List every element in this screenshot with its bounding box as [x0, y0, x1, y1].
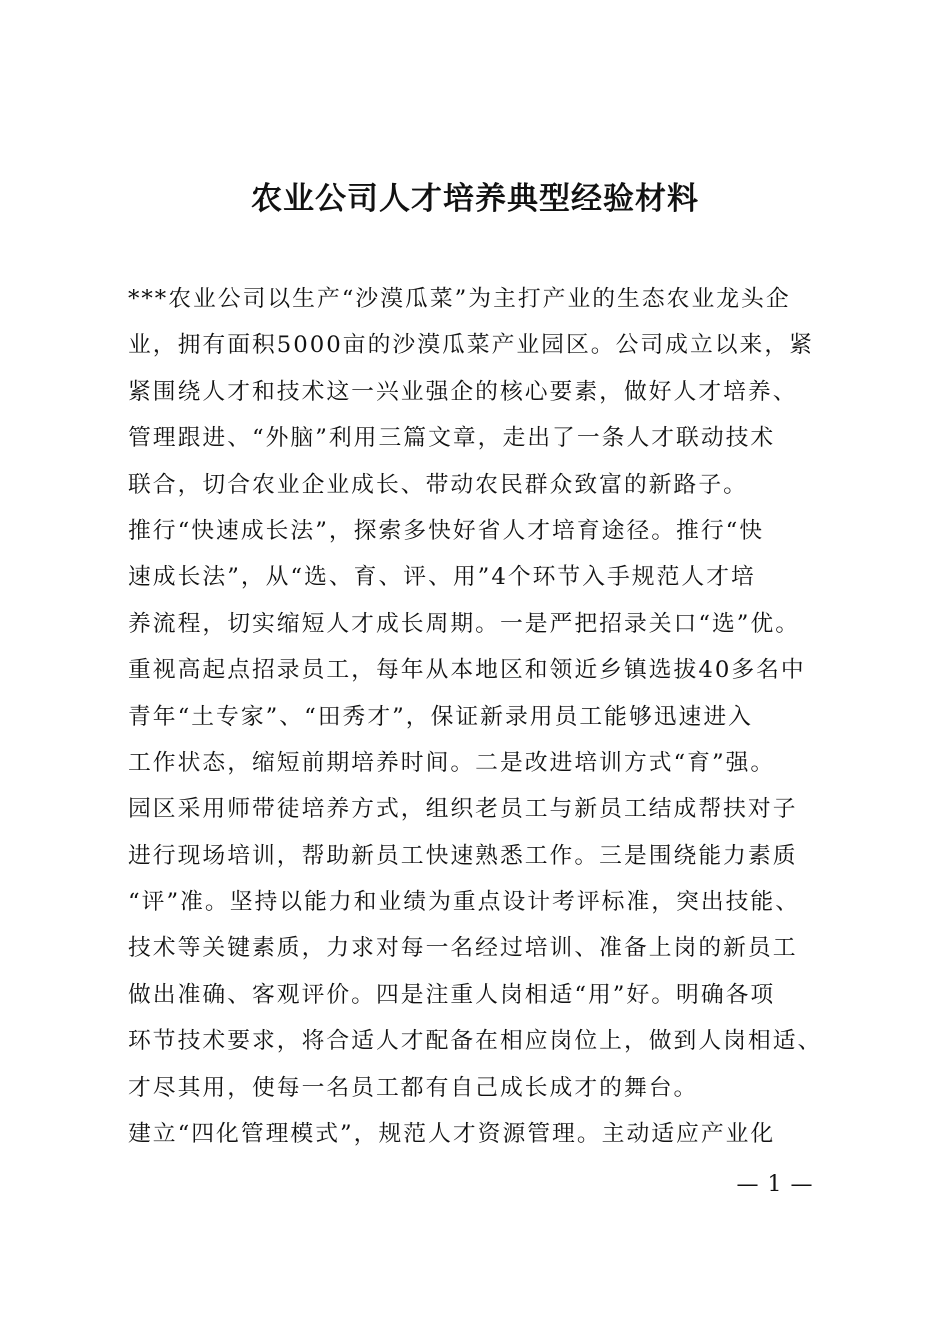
body-line: 做出准确、客观评价。四是注重人岗相适“用”好。明确各项 — [128, 981, 776, 1008]
body-line: 重视高起点招录员工，每年从本地区和领近乡镇选拔40多名中 — [128, 657, 806, 684]
body-line: 业，拥有面积5000亩的沙漠瓜菜产业园区。公司成立以来，紧 — [128, 332, 814, 359]
body-line: 速成长法”，从“选、育、评、用”4个环节入手规范人才培 — [128, 564, 756, 591]
body-line: 园区采用师带徒培养方式，组织老员工与新员工结成帮扶对子 — [128, 796, 798, 823]
body-line: 工作状态，缩短前期培养时间。二是改进培训方式“育”强。 — [128, 749, 776, 776]
body-line: 技术等关键素质，力求对每一名经过培训、准备上岗的新员工 — [128, 935, 798, 962]
document-body — [128, 276, 834, 1157]
body-line: ***农业公司以生产“沙漠瓜菜”为主打产业的生态农业龙头企 — [128, 286, 791, 312]
page-number: — 1 — — [736, 1172, 814, 1197]
body-line: 紧围绕人才和技术这一兴业强企的核心要素，做好人才培养、 — [128, 378, 798, 405]
body-line: 才尽其用，使每一名员工都有自己成长成才的舞台。 — [128, 1074, 699, 1101]
body-line: 推行“快速成长法”，探索多快好省人才培育途径。推行“快 — [128, 517, 765, 544]
body-line: 建立“四化管理模式”，规范人才资源管理。主动适应产业化 — [128, 1121, 776, 1148]
document-title: 农业公司人才培养典型经验材料 — [251, 181, 699, 217]
body-line: 进行现场培训，帮助新员工快速熟悉工作。三是围绕能力素质 — [128, 842, 798, 869]
body-line: 管理跟进、“外脑”利用三篇文章，走出了一条人才联动技术 — [128, 425, 776, 452]
body-line: “评”准。坚持以能力和业绩为重点设计考评标准，突出技能、 — [128, 889, 801, 916]
body-line: 联合，切合农业企业成长、带动农民群众致富的新路子。 — [128, 471, 748, 498]
body-line: 养流程，切实缩短人才成长周期。一是严把招录关口“选”优。 — [128, 610, 801, 637]
body-line: 青年“土专家”、“田秀才”，保证新录用员工能够迅速进入 — [128, 703, 753, 730]
body-line: 环节技术要求，将合适人才配备在相应岗位上，做到人岗相适、 — [128, 1028, 823, 1055]
